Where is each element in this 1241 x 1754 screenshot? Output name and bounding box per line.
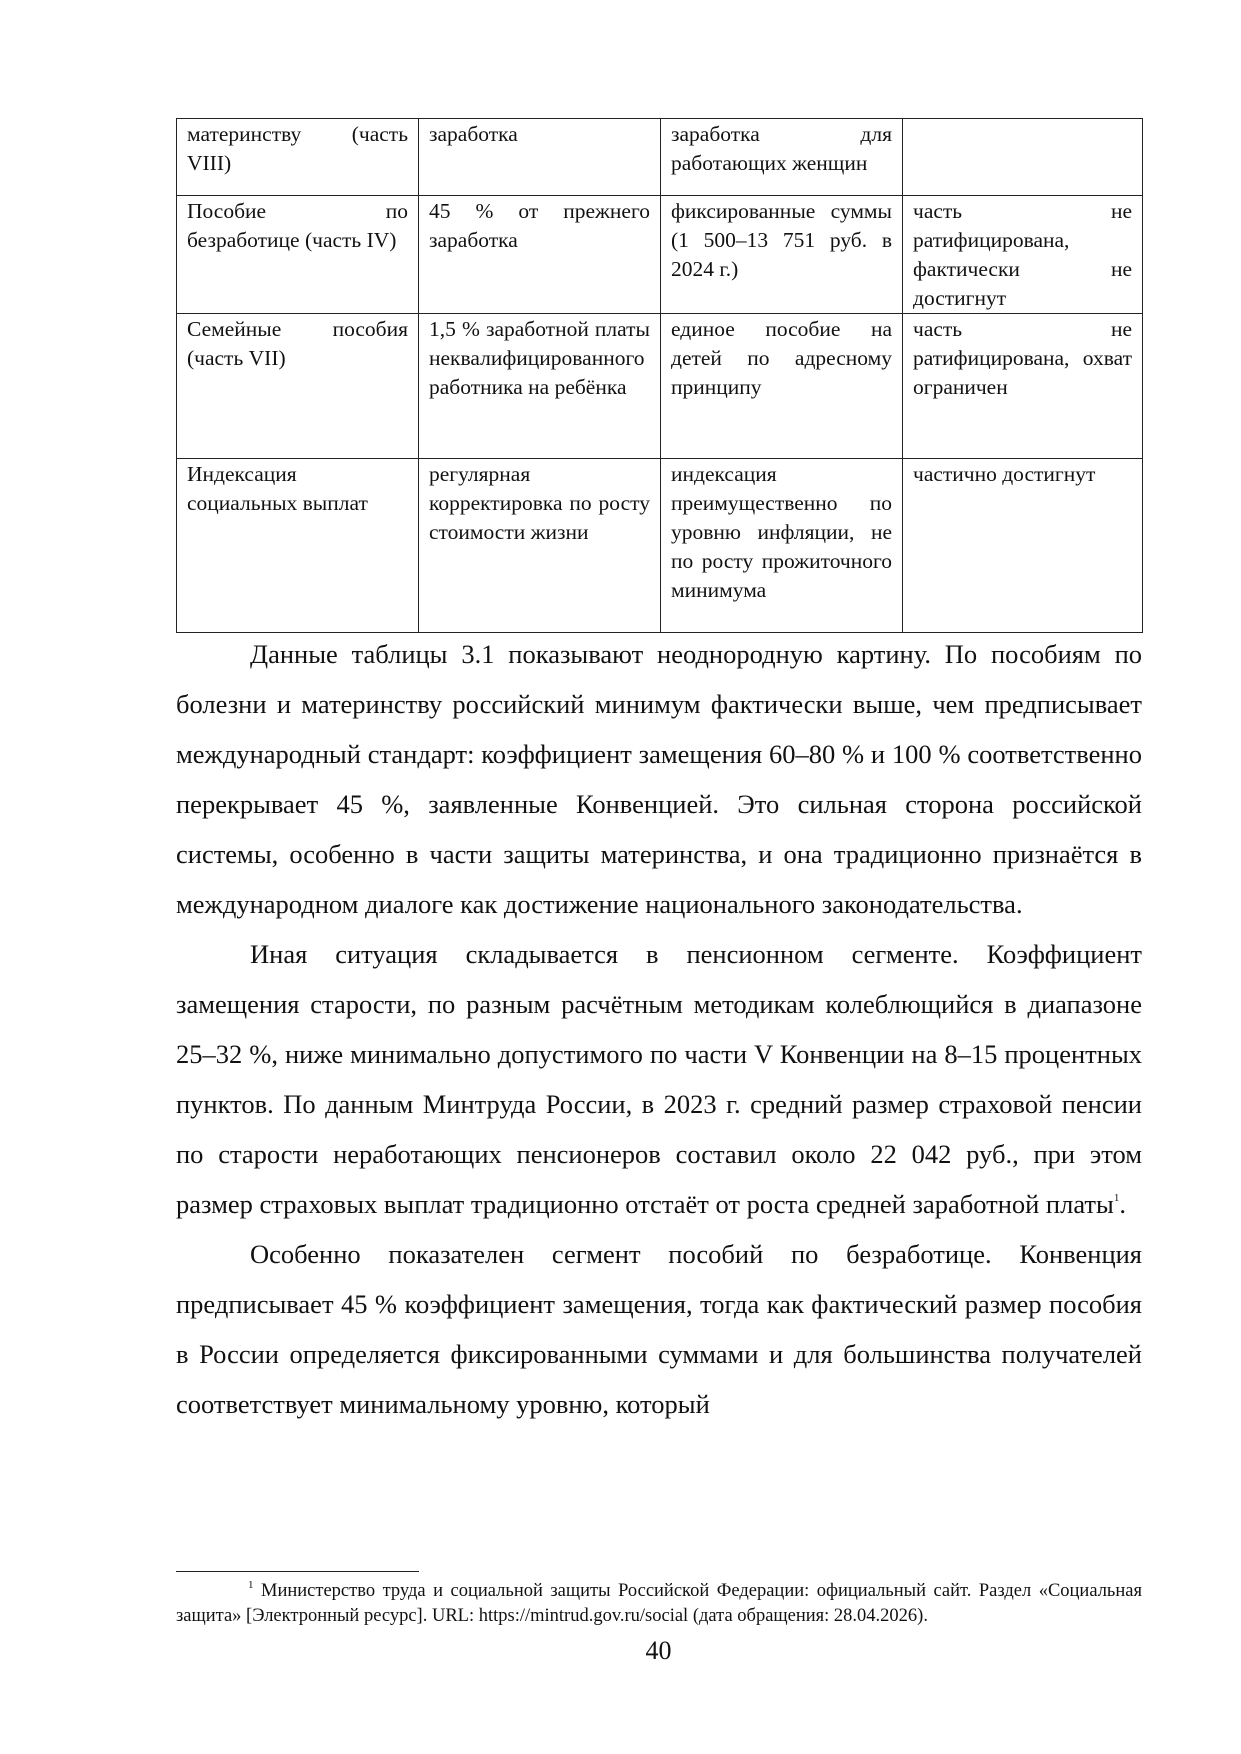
- footnote-reference: 1: [1113, 1192, 1120, 1204]
- footnote-separator: [176, 1571, 419, 1572]
- paragraph: [176, 929, 1142, 1229]
- table-cell: заработка для работающих женщин: [661, 119, 903, 196]
- table-cell: частично достигнут: [903, 459, 1143, 633]
- page-content: [176, 118, 1142, 1429]
- table-cell: индексация преимущественно по уровню инфляции, не по росту прожиточного минимума: [661, 459, 903, 633]
- paragraph-text: Иная ситуация складывается в пенсионном сегменте. Коэффициент замещения старости, по разным расчётным методикам колеблющийся в диапазоне 25–32 %, ниже минимально допустимого по части V Конвенции на 8–15 процентных пунктов. По данным Минтруда России, в 2023 г. средний размер страховой пенсии по старости неработающих пенсионеров составил около 22 042 руб., при этом размер страховых выплат традиционно отстаёт от роста средней заработной платы: [176, 939, 1142, 1219]
- table-row: [177, 119, 1143, 196]
- paragraph: Особенно показателен сегмент пособий по безработице. Конвенция предписывает 45 % коэффициент замещения, тогда как фактический размер пособия в России определяется фиксированными суммами и для большинства получателей соответствует минимальному уровню, который: [176, 1239, 1142, 1419]
- footnote-marker: 1: [248, 1579, 254, 1591]
- table-cell: фиксированные суммы (1 500–13 751 руб. в 2024 г.): [661, 196, 903, 314]
- table-cell: Пособие по безработице (часть IV): [177, 196, 419, 314]
- table-cell: регулярная корректировка по росту стоимости жизни: [419, 459, 661, 633]
- table-cell: заработка: [419, 119, 661, 196]
- table-cell: Индексация социальных выплат: [177, 459, 419, 633]
- table-cell: 45 % от прежнего заработка: [419, 196, 661, 314]
- paragraph: Данные таблицы 3.1 показывают неоднородную картину. По пособиям по болезни и материнству российский минимум фактически выше, чем предписывает международный стандарт: коэффициент замещения 60–80 % и 100 % соответственно перекрывает 45 %, заявленные Конвенцией. Это сильная сторона российской системы, особенно в части защиты материнства, и она традиционно признаётся в международном диалоге как достижение национального законодательства.: [176, 639, 1142, 919]
- table-cell: часть не ратифицирована, фактически не достигнут: [903, 196, 1143, 314]
- table-cell: материнству (часть VIII): [177, 119, 419, 196]
- table-cell: [903, 119, 1143, 196]
- table-row: [177, 196, 1143, 314]
- table-cell: Семейные пособия (часть VII): [177, 314, 419, 459]
- footnote: [176, 1579, 1142, 1629]
- table-cell: единое пособие на детей по адресному принципу: [661, 314, 903, 459]
- page-number: 40: [645, 1636, 672, 1665]
- paragraph-end: .: [1119, 1189, 1126, 1219]
- body-text: [176, 629, 1142, 1429]
- table-cell: часть не ратифицирована, охват ограничен: [903, 314, 1143, 459]
- table-row: [177, 314, 1143, 459]
- table-cell: 1,5 % заработной платы неквалифицированного работника на ребёнка: [419, 314, 661, 459]
- table-row: [177, 459, 1143, 633]
- footnote-text: Министерство труда и социальной защиты Российской Федерации: официальный сайт. Раздел «Социальная защита» [Электронный ресурс]. URL: https://mintrud.gov.ru/social (дата обращения: 28.04.2026).: [176, 1581, 1142, 1626]
- comparison-table: [176, 118, 1143, 633]
